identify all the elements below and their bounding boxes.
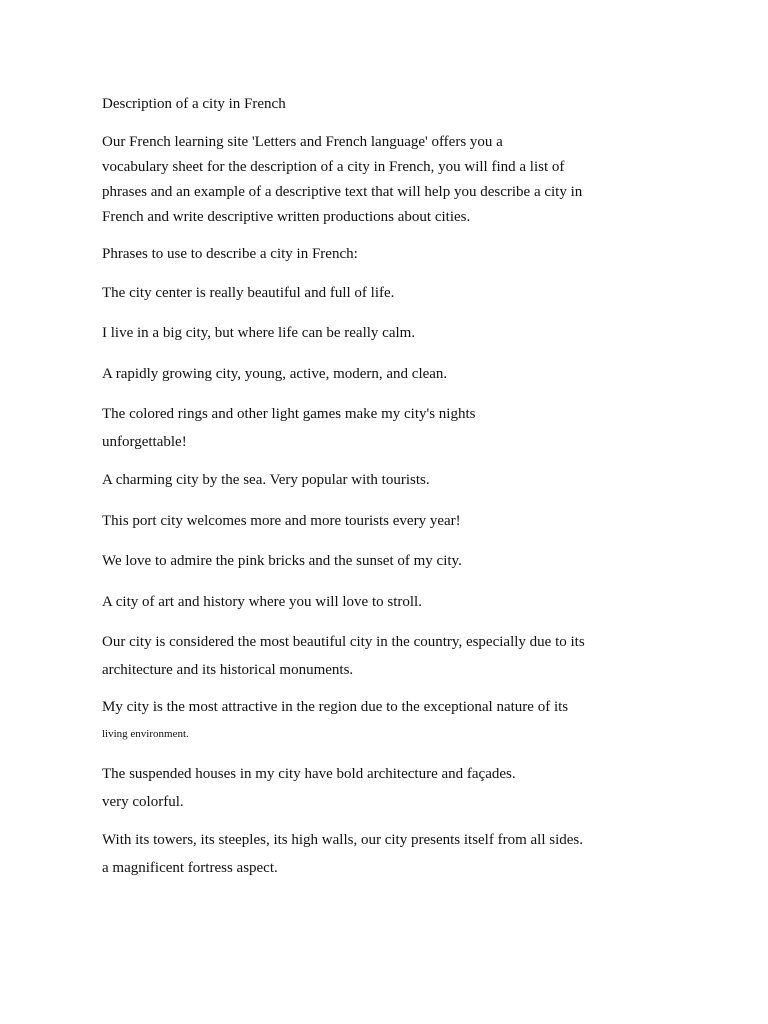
intro-line: vocabulary sheet for the description of a city in French, you will find a list of (102, 159, 565, 175)
phrase-line: A city of art and history where you will love to stroll. (102, 594, 422, 610)
phrase-line: A rapidly growing city, young, active, modern, and clean. (102, 366, 448, 382)
phrase-line: With its towers, its steeples, its high walls, our city presents itself from all sides. (102, 832, 583, 848)
phrase-line: This port city welcomes more and more tourists every year! (102, 513, 461, 529)
intro-line: Our French learning site 'Letters and French language' offers you a (102, 134, 503, 150)
phrase-line: A charming city by the sea. Very popular with tourists. (102, 472, 430, 488)
document-title: Description of a city in French (102, 96, 286, 112)
phrase-line: My city is the most attractive in the region due to the exceptional nature of its (102, 699, 569, 715)
section-heading: Phrases to use to describe a city in French: (102, 246, 358, 262)
intro-line: phrases and an example of a descriptive text that will help you describe a city in (102, 184, 583, 200)
phrase-line: We love to admire the pink bricks and the sunset of my city. (102, 553, 462, 569)
phrase-line: The suspended houses in my city have bold architecture and façades. (102, 766, 516, 782)
phrase-line: unforgettable! (102, 434, 187, 450)
phrase-line: I live in a big city, but where life can be really calm. (102, 325, 416, 341)
phrase-line: very colorful. (102, 794, 184, 810)
phrase-line: a magnificent fortress aspect. (102, 860, 278, 876)
phrase-line: Our city is considered the most beautiful city in the country, especially due to its (102, 634, 585, 650)
phrase-line: The city center is really beautiful and full of life. (102, 285, 395, 301)
phrase-line-small: living environment. (102, 728, 189, 740)
phrase-line: The colored rings and other light games make my city's nights (102, 406, 476, 422)
intro-line: French and write descriptive written productions about cities. (102, 209, 471, 225)
phrase-line: architecture and its historical monuments. (102, 662, 354, 678)
